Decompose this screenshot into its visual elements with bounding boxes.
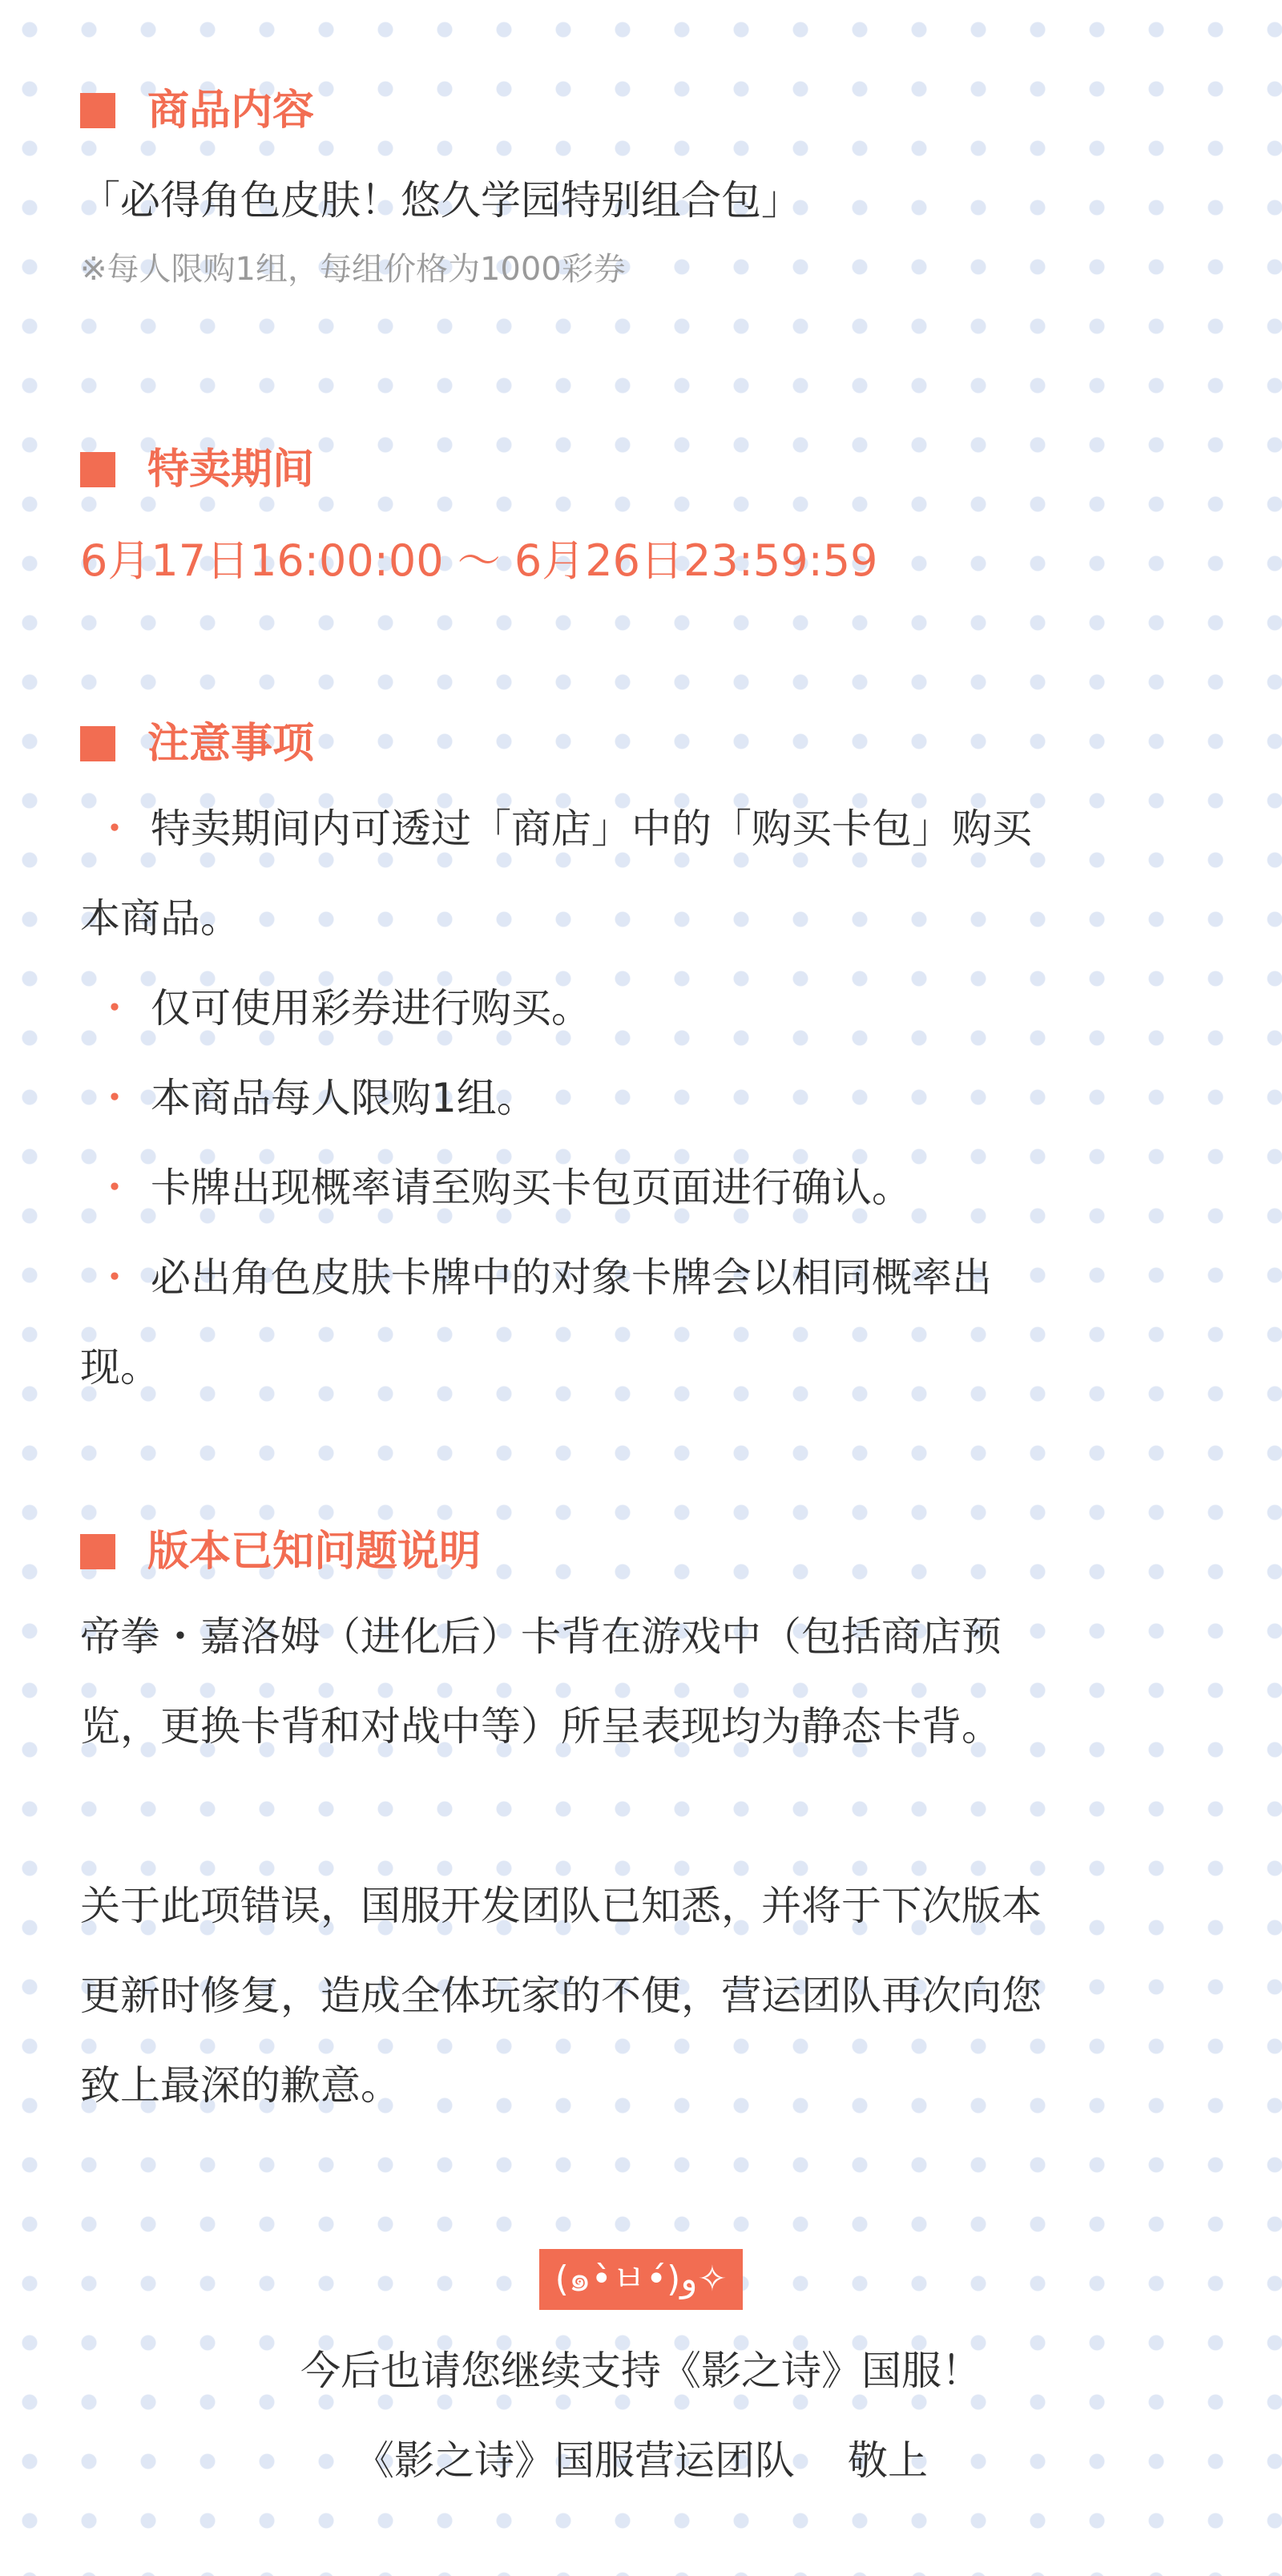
list-item-text: 卡牌出现概率请至购买卡包页面进行确认。 bbox=[151, 1165, 912, 1211]
sale-period-range: 6月17日16:00:00 ～ 6月26日23:59:59 bbox=[80, 535, 878, 586]
section-heading bbox=[80, 87, 1202, 135]
paragraph-line: 帝拳・嘉洛姆（进化后）卡背在游戏中（包括商店预 bbox=[80, 1613, 1002, 1660]
list-item bbox=[80, 1233, 1202, 1322]
section-heading bbox=[80, 1528, 1202, 1576]
paragraph-line: 关于此项错误，国服开发团队已知悉，并将于下次版本 bbox=[80, 1883, 1042, 1929]
square-bullet-icon bbox=[80, 726, 115, 761]
bullet-dot-icon: ・ bbox=[95, 1075, 135, 1121]
section-notices bbox=[80, 720, 1202, 1412]
list-item bbox=[80, 1053, 1202, 1143]
bullet-dot-icon: ・ bbox=[95, 1165, 135, 1211]
paragraph-line: 览，更换卡背和对战中等）所呈表现均为静态卡背。 bbox=[80, 1703, 1002, 1750]
bullet-dot-icon: ・ bbox=[95, 985, 135, 1032]
product-title: 「必得角色皮肤！悠久学园特别组合包」 bbox=[80, 177, 801, 224]
section-sale-period bbox=[80, 446, 1202, 593]
section-product-content bbox=[80, 87, 1202, 293]
signature-line: 《影之诗》国服营运团队 敬上 bbox=[354, 2437, 928, 2484]
closing-emoticon-row bbox=[0, 2249, 1282, 2310]
list-item-continuation: 本商品。 bbox=[80, 895, 240, 942]
list-item bbox=[80, 1143, 1202, 1233]
square-bullet-icon bbox=[80, 1534, 115, 1569]
list-item-text: 本商品每人限购1组。 bbox=[151, 1075, 537, 1121]
closing-line: 今后也请您继续支持《影之诗》国服！ bbox=[300, 2348, 982, 2394]
section-heading-label: 特卖期间 bbox=[147, 446, 315, 494]
purchase-limit-note: ※每人限购1组，每组价格为1000彩券 bbox=[80, 251, 626, 288]
paragraph-line: 更新时修复，造成全体玩家的不便，营运团队再次向您 bbox=[80, 1972, 1042, 2019]
bullet-dot-icon: ・ bbox=[95, 1254, 135, 1301]
issue-description bbox=[80, 1592, 1202, 1771]
paragraph-line: 致上最深的歉意。 bbox=[80, 2062, 401, 2109]
list-item-continuation: 现。 bbox=[80, 1344, 160, 1391]
list-item-text: 必出角色皮肤卡牌中的对象卡牌会以相同概率出 bbox=[151, 1254, 992, 1301]
list-item-text: 特卖期间内可透过「商店」中的「购买卡包」购买 bbox=[151, 806, 1032, 852]
section-heading bbox=[80, 720, 1202, 768]
list-item bbox=[80, 784, 1202, 874]
list-item bbox=[80, 963, 1202, 1053]
section-heading-label: 版本已知问题说明 bbox=[147, 1528, 482, 1576]
square-bullet-icon bbox=[80, 93, 115, 128]
bullet-dot-icon: ・ bbox=[95, 806, 135, 852]
list-item-text: 仅可使用彩券进行购买。 bbox=[151, 985, 591, 1032]
apology-paragraph bbox=[80, 1861, 1202, 2130]
section-heading-label: 注意事项 bbox=[147, 720, 315, 768]
section-known-issues bbox=[80, 1528, 1202, 2130]
closing-message bbox=[0, 2326, 1282, 2505]
section-heading bbox=[80, 446, 1202, 494]
square-bullet-icon bbox=[80, 452, 115, 487]
section-heading-label: 商品内容 bbox=[147, 87, 315, 135]
notice-list bbox=[80, 784, 1202, 1412]
emoticon-badge: (๑•̀ㅂ•́)و✧ bbox=[539, 2249, 744, 2310]
